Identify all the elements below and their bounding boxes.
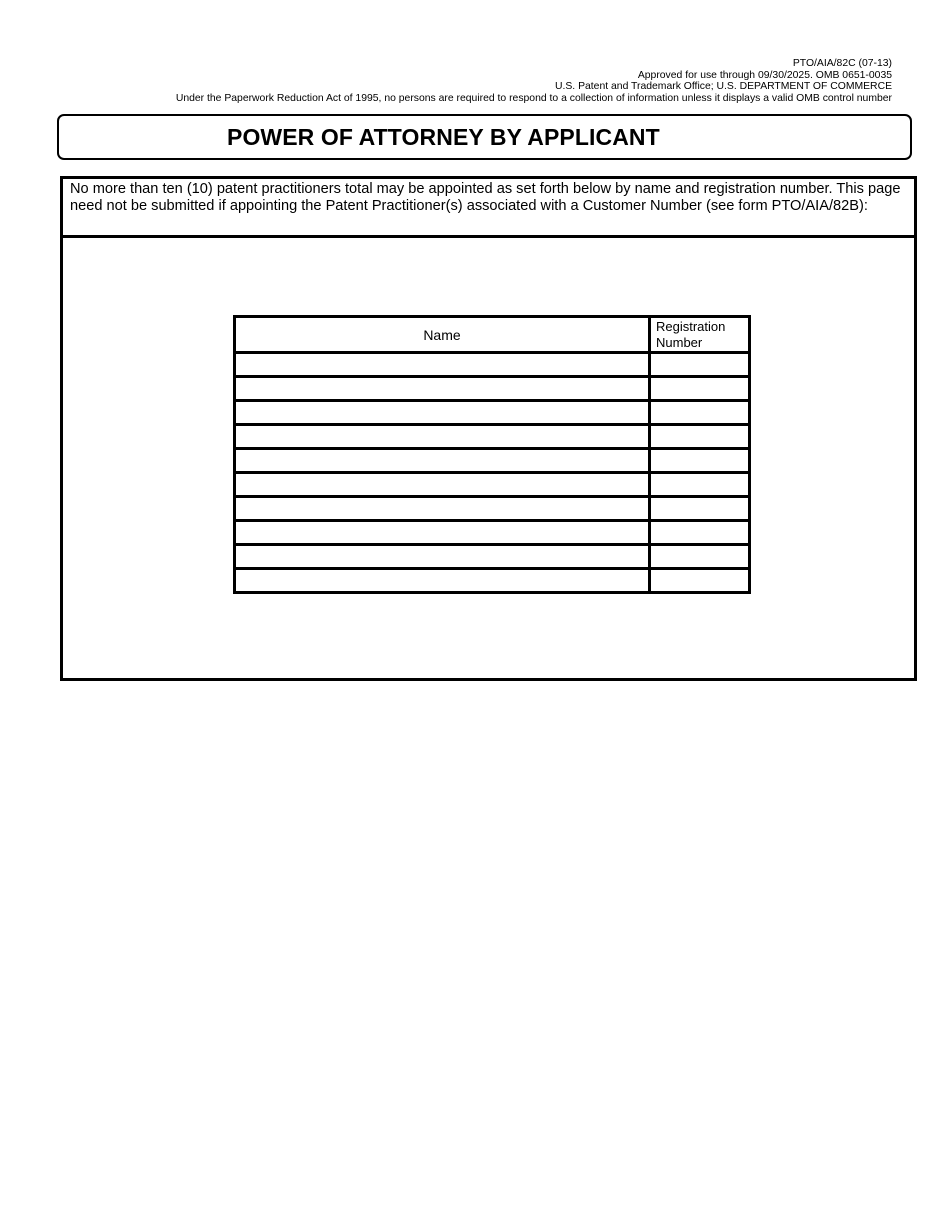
- registration-cell[interactable]: [650, 353, 750, 377]
- registration-cell[interactable]: [650, 521, 750, 545]
- name-cell[interactable]: [235, 497, 650, 521]
- name-cell[interactable]: [235, 377, 650, 401]
- registration-cell[interactable]: [650, 497, 750, 521]
- registration-cell[interactable]: [650, 377, 750, 401]
- table-row: [235, 377, 750, 401]
- paperwork-notice: Under the Paperwork Reduction Act of 1995, no persons are required to respond to a collection of information unless it displays a valid OMB control number: [175, 92, 892, 104]
- title-box: [57, 114, 912, 160]
- registration-cell[interactable]: [650, 425, 750, 449]
- name-cell[interactable]: [235, 521, 650, 545]
- table-row: [235, 473, 750, 497]
- form-header: [176, 58, 892, 104]
- name-cell[interactable]: [235, 449, 650, 473]
- table-row: [235, 497, 750, 521]
- name-cell[interactable]: [235, 545, 650, 569]
- registration-cell[interactable]: [650, 401, 750, 425]
- form-number: PTO/AIA/82C (07-13): [792, 58, 892, 69]
- name-column-header: Name: [235, 317, 650, 353]
- registration-cell[interactable]: [650, 545, 750, 569]
- name-cell[interactable]: [235, 425, 650, 449]
- practitioner-section: [60, 176, 917, 681]
- table-row: [235, 449, 750, 473]
- table-row: [235, 521, 750, 545]
- name-cell[interactable]: [235, 353, 650, 377]
- agency-line: U.S. Patent and Trademark Office; U.S. DEPARTMENT OF COMMERCE: [554, 81, 892, 93]
- instructions-text: No more than ten (10) patent practitioners total may be appointed as set forth below by name and registration number. This page need not be submitted if appointing the Patent Practitioner(s) associated with a Customer Number (see form PTO/AIA/82B):: [63, 179, 914, 238]
- table-row: [235, 401, 750, 425]
- name-cell[interactable]: [235, 473, 650, 497]
- name-cell[interactable]: [235, 401, 650, 425]
- page-title: POWER OF ATTORNEY BY APPLICANT: [227, 124, 660, 150]
- table-row: [235, 545, 750, 569]
- registration-cell[interactable]: [650, 449, 750, 473]
- registration-cell[interactable]: [650, 569, 750, 593]
- table-row: [235, 569, 750, 593]
- table-row: [235, 353, 750, 377]
- omb-approval: Approved for use through 09/30/2025. OMB 0651-0035: [637, 69, 892, 81]
- registration-cell[interactable]: [650, 473, 750, 497]
- table-row: [235, 425, 750, 449]
- registration-column-header: Registration Number: [650, 317, 750, 353]
- practitioner-table: [233, 315, 751, 594]
- name-cell[interactable]: [235, 569, 650, 593]
